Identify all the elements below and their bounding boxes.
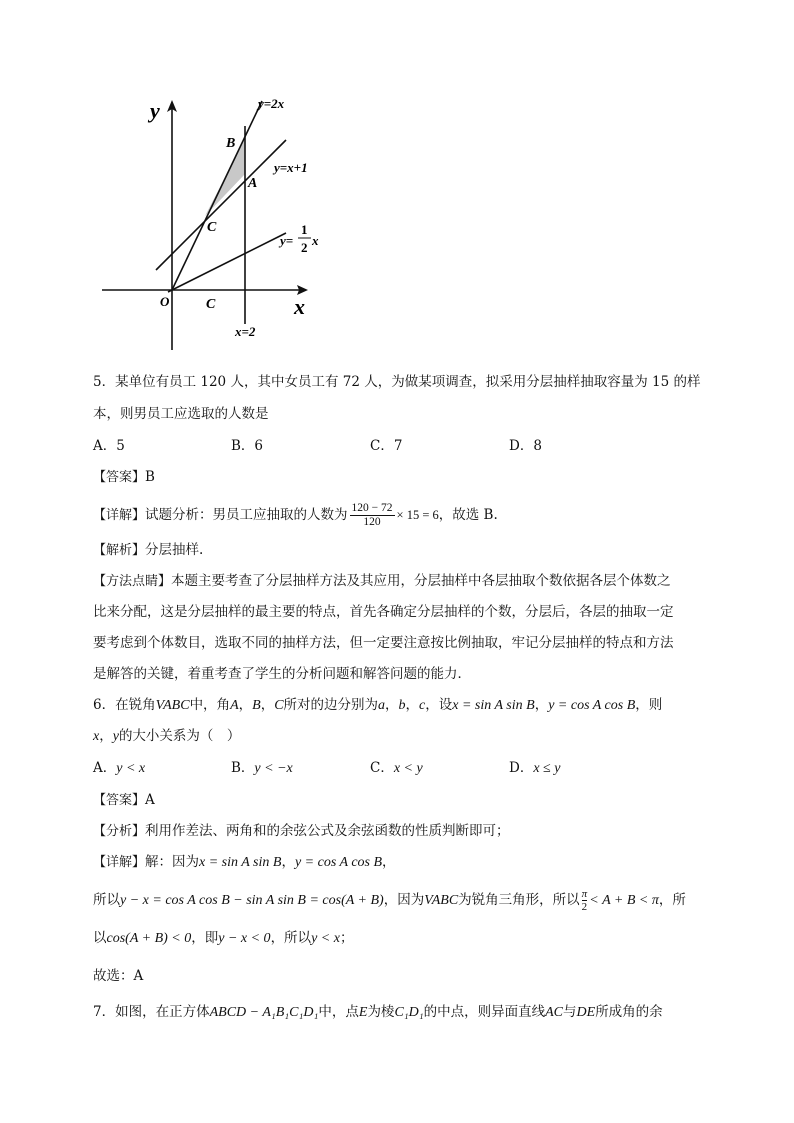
q6-detail-1b: ， [382,854,396,870]
q5-line-1: 5．某单位有员工 120 人，其中女员工有 72 人，为做某项调查，拟采用分层抽样抽取容量为 15 的样 [93,374,701,390]
q6-two: 2 [581,901,588,913]
q5-analysis-tag: 【解析】 [93,543,146,558]
q6-option-c-label: C． [370,760,394,776]
q6-x-def: x = sin A sin B [452,698,535,713]
q6-detail-2-expr: y − x = cos A cos B − sin A sin B = cos(A + B) [120,893,384,908]
q6-detail-2b: ，因为 [383,892,425,908]
q6-answer [93,790,155,811]
q6-l1c: 所对的边分别为 [283,697,379,713]
q5-frac-post: × 15 = 6 [396,508,439,522]
q6-detail-2c: 为锐角三角形，所以 [458,892,580,908]
q5-method-1 [93,571,671,592]
q5-analysis-text: 分层抽样. [145,542,204,558]
q6-l1e: ，则 [635,697,663,713]
coordinate-graph-figure [90,88,330,356]
q5-option-d: D．8 [509,438,542,454]
q6-l2a: ， [99,728,113,744]
q6-yx-ineq: y − x < 0 [218,931,271,946]
q5-option-a: A．5 [93,438,125,454]
q6-detail-1a: 解：因为 [145,854,200,870]
q5-detail-pre: 试题分析：男员工应抽取的人数为 [145,507,348,523]
q5-fraction [350,502,395,529]
graph-svg [90,88,330,356]
q5-option-c: C．7 [370,438,403,454]
q6-answer-value: A [145,792,155,808]
q7-line-1 [93,1002,663,1023]
q5-frac-num: 120 − 72 [351,502,393,514]
q6-detail-2d: ，所 [658,892,686,908]
q5-method-3: 要考虑到个体数目，选取不同的抽样方法，但一定要注意按比例抽取，牢记分层抽样的特点和方法 [93,635,674,651]
q6-triangle: VABC [155,698,190,713]
label-y-half-prefix: y= [280,233,294,248]
axis-c-label: C [206,297,216,312]
line-y-2x [172,101,262,290]
q7-la: 7．如图，在正方体 [93,1004,210,1020]
q6-l1b: 中，角 [189,697,231,713]
point-c-label: C [207,220,217,235]
q6-option-c-expr: x < y [393,761,423,776]
q5-answer [93,467,155,488]
q5-method-text-1: 本题主要考查了分层抽样方法及其应用，分层抽样中各层抽取个数依据各层个体数之 [171,573,671,589]
q7-point-e: E [358,1005,368,1020]
q6-l1d: ，设 [425,697,453,713]
q6-option-d-label: D． [509,760,534,776]
q6-y-def: y = cos A cos B [548,698,636,713]
q6-option-d [509,758,560,779]
q5-analysis [93,540,203,561]
q7-lb: 中，点 [318,1004,359,1020]
q6-angle-b: B [252,698,261,713]
q5-method-2: 比来分配，这是分层抽样的最主要的特点，首先各确定分层抽样的个数，分层后，各层的抽取一定 [93,604,674,620]
q6-angle-c: C [274,698,284,713]
q6-option-b-expr: y < −x [254,761,293,776]
label-y-half-den: 2 [301,240,308,255]
q5-line-2: 本，则男员工应选取的人数是 [93,406,269,422]
q6-detail-2a: 所以 [93,892,120,908]
point-a-label: A [248,176,258,191]
q5-method-4: 是解答的关键，着重考查了学生的分析问题和解答问题的能力． [93,666,471,682]
q6-detail-1: 【详解】解：因为x = sin A sin B，y = cos A cos B， [93,854,396,870]
q6-option-c [370,758,423,779]
q6-pi-over-2 [582,888,588,913]
q7-le: 与 [563,1004,577,1020]
q6-angle-a: A [230,698,239,713]
label-y-half-var: x [312,233,319,248]
q5-detail-tag: 【详解】 [93,508,146,523]
point-b-label: B [226,136,236,151]
q6-line-2 [93,726,240,747]
q6-detail-x-def: x = sin A sin B [199,855,282,870]
q5-frac-den: 120 [363,516,381,528]
q6-detail-triangle: VABC [424,893,459,908]
q7-lf: 所成角的余 [595,1004,663,1020]
q6-detail-y-def: y = cos A cos B [294,855,383,870]
q6-side-a: a [378,698,386,713]
q6-l1a: 6．在锐角 [93,697,156,713]
q5-method-tag: 【方法点睛】 [93,574,172,589]
q6-detail-3a: 以 [93,930,107,946]
q6-pi: π [581,888,588,900]
q7-cube: ABCD − A₁B₁C₁D₁ [209,1005,319,1020]
q6-final: 故选：A [93,968,144,984]
q6-l2b: 的大小关系为（ ） [118,728,241,744]
q6-analysis [93,821,510,842]
q5-detail [93,502,498,529]
q6-side-c: c [419,698,426,713]
q5-detail-post: ，故选 B. [438,507,498,523]
q6-option-b [231,758,293,779]
q6-cos-ineq: cos(A + B) < 0 [106,931,192,946]
q6-option-a-expr: y < x [116,761,146,776]
q6-option-a-label: A． [93,760,117,776]
q6-option-d-expr: x ≤ y [533,761,561,776]
x-axis-label: x [294,294,305,319]
q6-option-b-label: B． [231,760,255,776]
q7-ac: AC [545,1005,564,1020]
q6-var-y: y [112,729,119,744]
q6-y-lt-x: y < x [311,931,340,946]
label-y-2x: y=2x [258,96,285,111]
q6-ineq-rest: < A + B < π [589,893,659,908]
q6-detail-3 [93,928,353,949]
q6-var-x: x [93,729,100,744]
q6-analysis-tag: 【分析】 [93,824,146,839]
q6-analysis-text: 利用作差法、两角和的余弦公式及余弦函数的性质判断即可； [145,823,510,839]
q7-lc: 为棱 [367,1004,395,1020]
q6-option-a [93,758,145,779]
q6-detail-3b: ，即 [191,930,219,946]
q6-detail-3c: ，所以 [270,930,312,946]
label-y-half-num: 1 [301,222,308,237]
line-y-x-plus-1 [156,140,286,270]
q7-ld: 的中点，则异面直线 [423,1004,546,1020]
q6-detail-tag: 【详解】 [93,855,146,870]
q7-de: DE [576,1005,596,1020]
q7-edge: C₁D₁ [394,1005,424,1020]
q5-answer-value: B [145,469,155,485]
y-axis-label: y [150,98,160,123]
q5-option-b: B．6 [231,438,264,454]
q5-answer-tag: 【答案】 [93,470,146,485]
q6-answer-tag: 【答案】 [93,793,146,808]
label-y-x-plus-1: y=x+1 [274,160,308,175]
q6-side-b: b [398,698,406,713]
label-x-2: x=2 [235,324,256,339]
origin-label: O [160,294,170,309]
q6-detail-3d: ； [339,930,354,946]
q6-line-1: 6．在锐角VABC中，角A，B，C所对的边分别为a，b，c，设x = sin A sin B，y = cos A cos B，则 [93,697,663,713]
q6-detail-2 [93,888,686,913]
